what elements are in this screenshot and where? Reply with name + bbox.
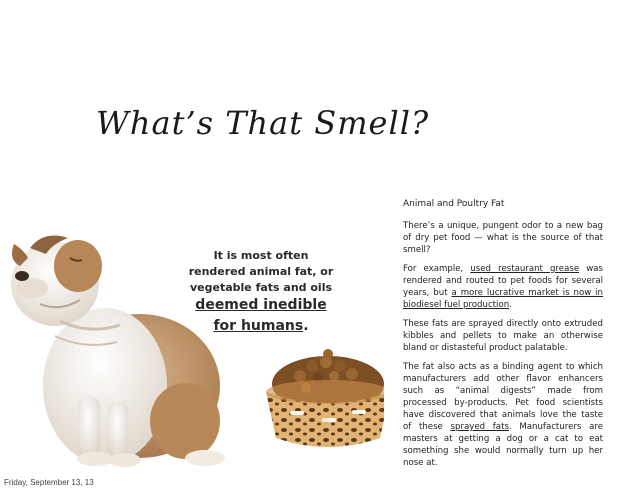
article-column [403, 198, 603, 476]
p4-text-b: . Manufacturers are masters at getting a dog or a cat to eat something she would normally turn up her nose at. [403, 422, 603, 468]
callout-line-2: rendered animal fat, or [188, 265, 334, 278]
link-sprayed-fats[interactable]: sprayed fats [450, 422, 509, 432]
article-paragraph-2 [403, 263, 603, 311]
footer-date: Friday, September 13, 13 [4, 478, 94, 487]
link-used-restaurant-grease[interactable]: used restaurant grease [470, 264, 580, 274]
dog-hind-leg [150, 383, 220, 459]
callout-period: . [303, 318, 309, 334]
article-paragraph-1: There’s a unique, pungent odor to a new bag of dry pet food — what is the source of that smell? [403, 221, 603, 255]
dog-chest [43, 308, 167, 464]
article-paragraph-3: These fats are sprayed directly onto extruded kibbles and pellets to make an otherwise bland or distasteful product palatable. [403, 319, 603, 353]
p4-text-a: The fat also acts as a binding agent to which manufacturers add other flavor enhancers such as “animal digests” made from processed by-products. Pet food scientists have discovered that animals love the taste of these [403, 362, 603, 432]
article-paragraph-4 [403, 361, 603, 469]
article-heading: Animal and Poultry Fat [403, 199, 505, 209]
p2-text-b: was rendered and routed to pet foods for several years, but [403, 264, 603, 298]
slide-title: What’s That Smell? [96, 104, 430, 142]
p2-text-a: For example, [403, 264, 471, 274]
callout-emphasis-1: deemed inedible [195, 297, 327, 313]
callout-emphasis-2: for humans [213, 318, 304, 334]
callout-line-1: It is most often [213, 249, 309, 262]
link-biodiesel-market[interactable]: a more lucrative market is now in biodiesel fuel production [403, 288, 603, 310]
dog-front-leg [78, 396, 100, 458]
callout-quote [186, 248, 336, 336]
dog-front-leg-2 [108, 401, 128, 459]
callout-line-3: vegetable fats and oils [189, 281, 333, 294]
p2-text-c: . [509, 300, 512, 310]
